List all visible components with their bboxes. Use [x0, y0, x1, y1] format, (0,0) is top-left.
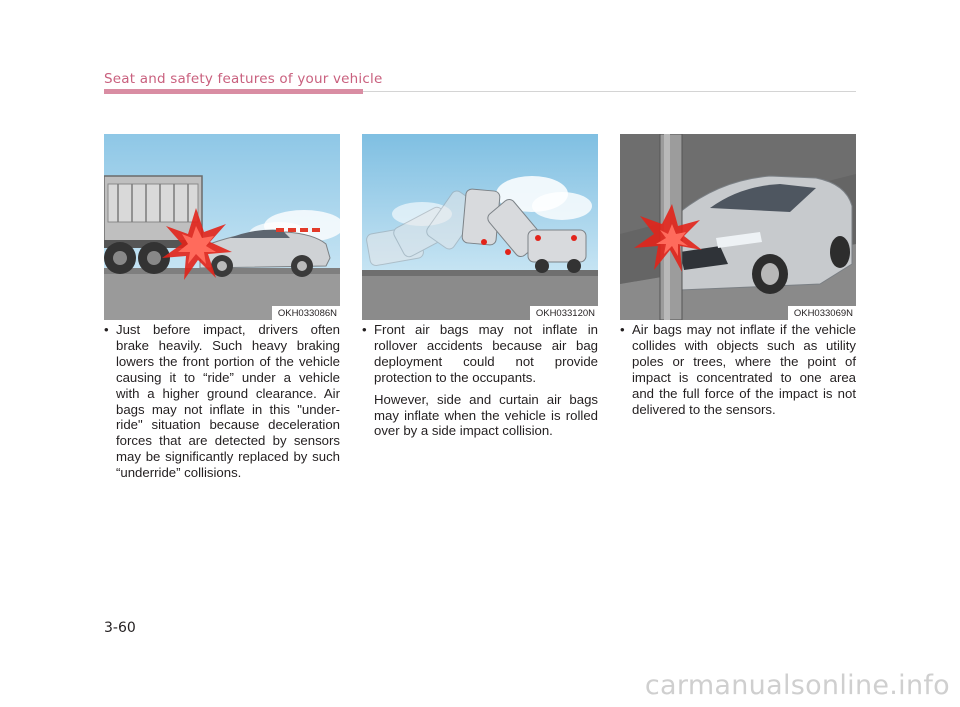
paragraph-text: Air bags may not inflate if the vehicle collides with objects such as utility poles or trees, where the point of impact is concentrated to one area and the full force of the impact is not delivered to the sensors.	[632, 322, 856, 417]
figure-pole-collision	[620, 134, 856, 320]
paragraph-text: Just before impact, drivers often brake heavily. Such heavy braking lowers the front portion of the vehicle causing it to “ride” under a vehicle with a higher ground clearance. Air bags may not inflate in this "under-ride" situation because deceleration forces that are detected by sensors may be significantly replaced by such “underride” collisions.	[116, 322, 340, 481]
paragraph-text: However, side and curtain air bags may inflate when the vehicle is rolled over by a side impact collision.	[374, 391, 598, 439]
rollover-illustration	[362, 134, 598, 320]
page-number: 3-60	[104, 620, 136, 636]
text-column-pole	[620, 322, 856, 417]
figure-rollover	[362, 134, 598, 320]
figure-underride	[104, 134, 340, 320]
figure-code: OKH033069N	[788, 306, 856, 320]
header-rule	[363, 91, 856, 92]
text-column-underride	[104, 322, 340, 481]
header-accent-bar	[104, 89, 363, 94]
bullet-item	[362, 322, 598, 386]
pole-collision-illustration	[620, 134, 856, 320]
figure-code: OKH033086N	[272, 306, 340, 320]
underride-illustration	[104, 134, 340, 320]
watermark-text: carmanualsonline.info	[644, 670, 950, 701]
bullet-item	[620, 322, 856, 417]
page-header-title: Seat and safety features of your vehicle	[104, 71, 383, 87]
figure-code: OKH033120N	[530, 306, 598, 320]
bullet-item	[104, 322, 340, 481]
bullet-icon: •	[362, 322, 367, 337]
bullet-icon: •	[104, 322, 109, 337]
paragraph-text: Front air bags may not inflate in rollover accidents because air bag deployment could not provide protection to the occupants.	[374, 322, 598, 385]
bullet-icon: •	[620, 322, 625, 337]
text-column-rollover	[362, 322, 598, 439]
